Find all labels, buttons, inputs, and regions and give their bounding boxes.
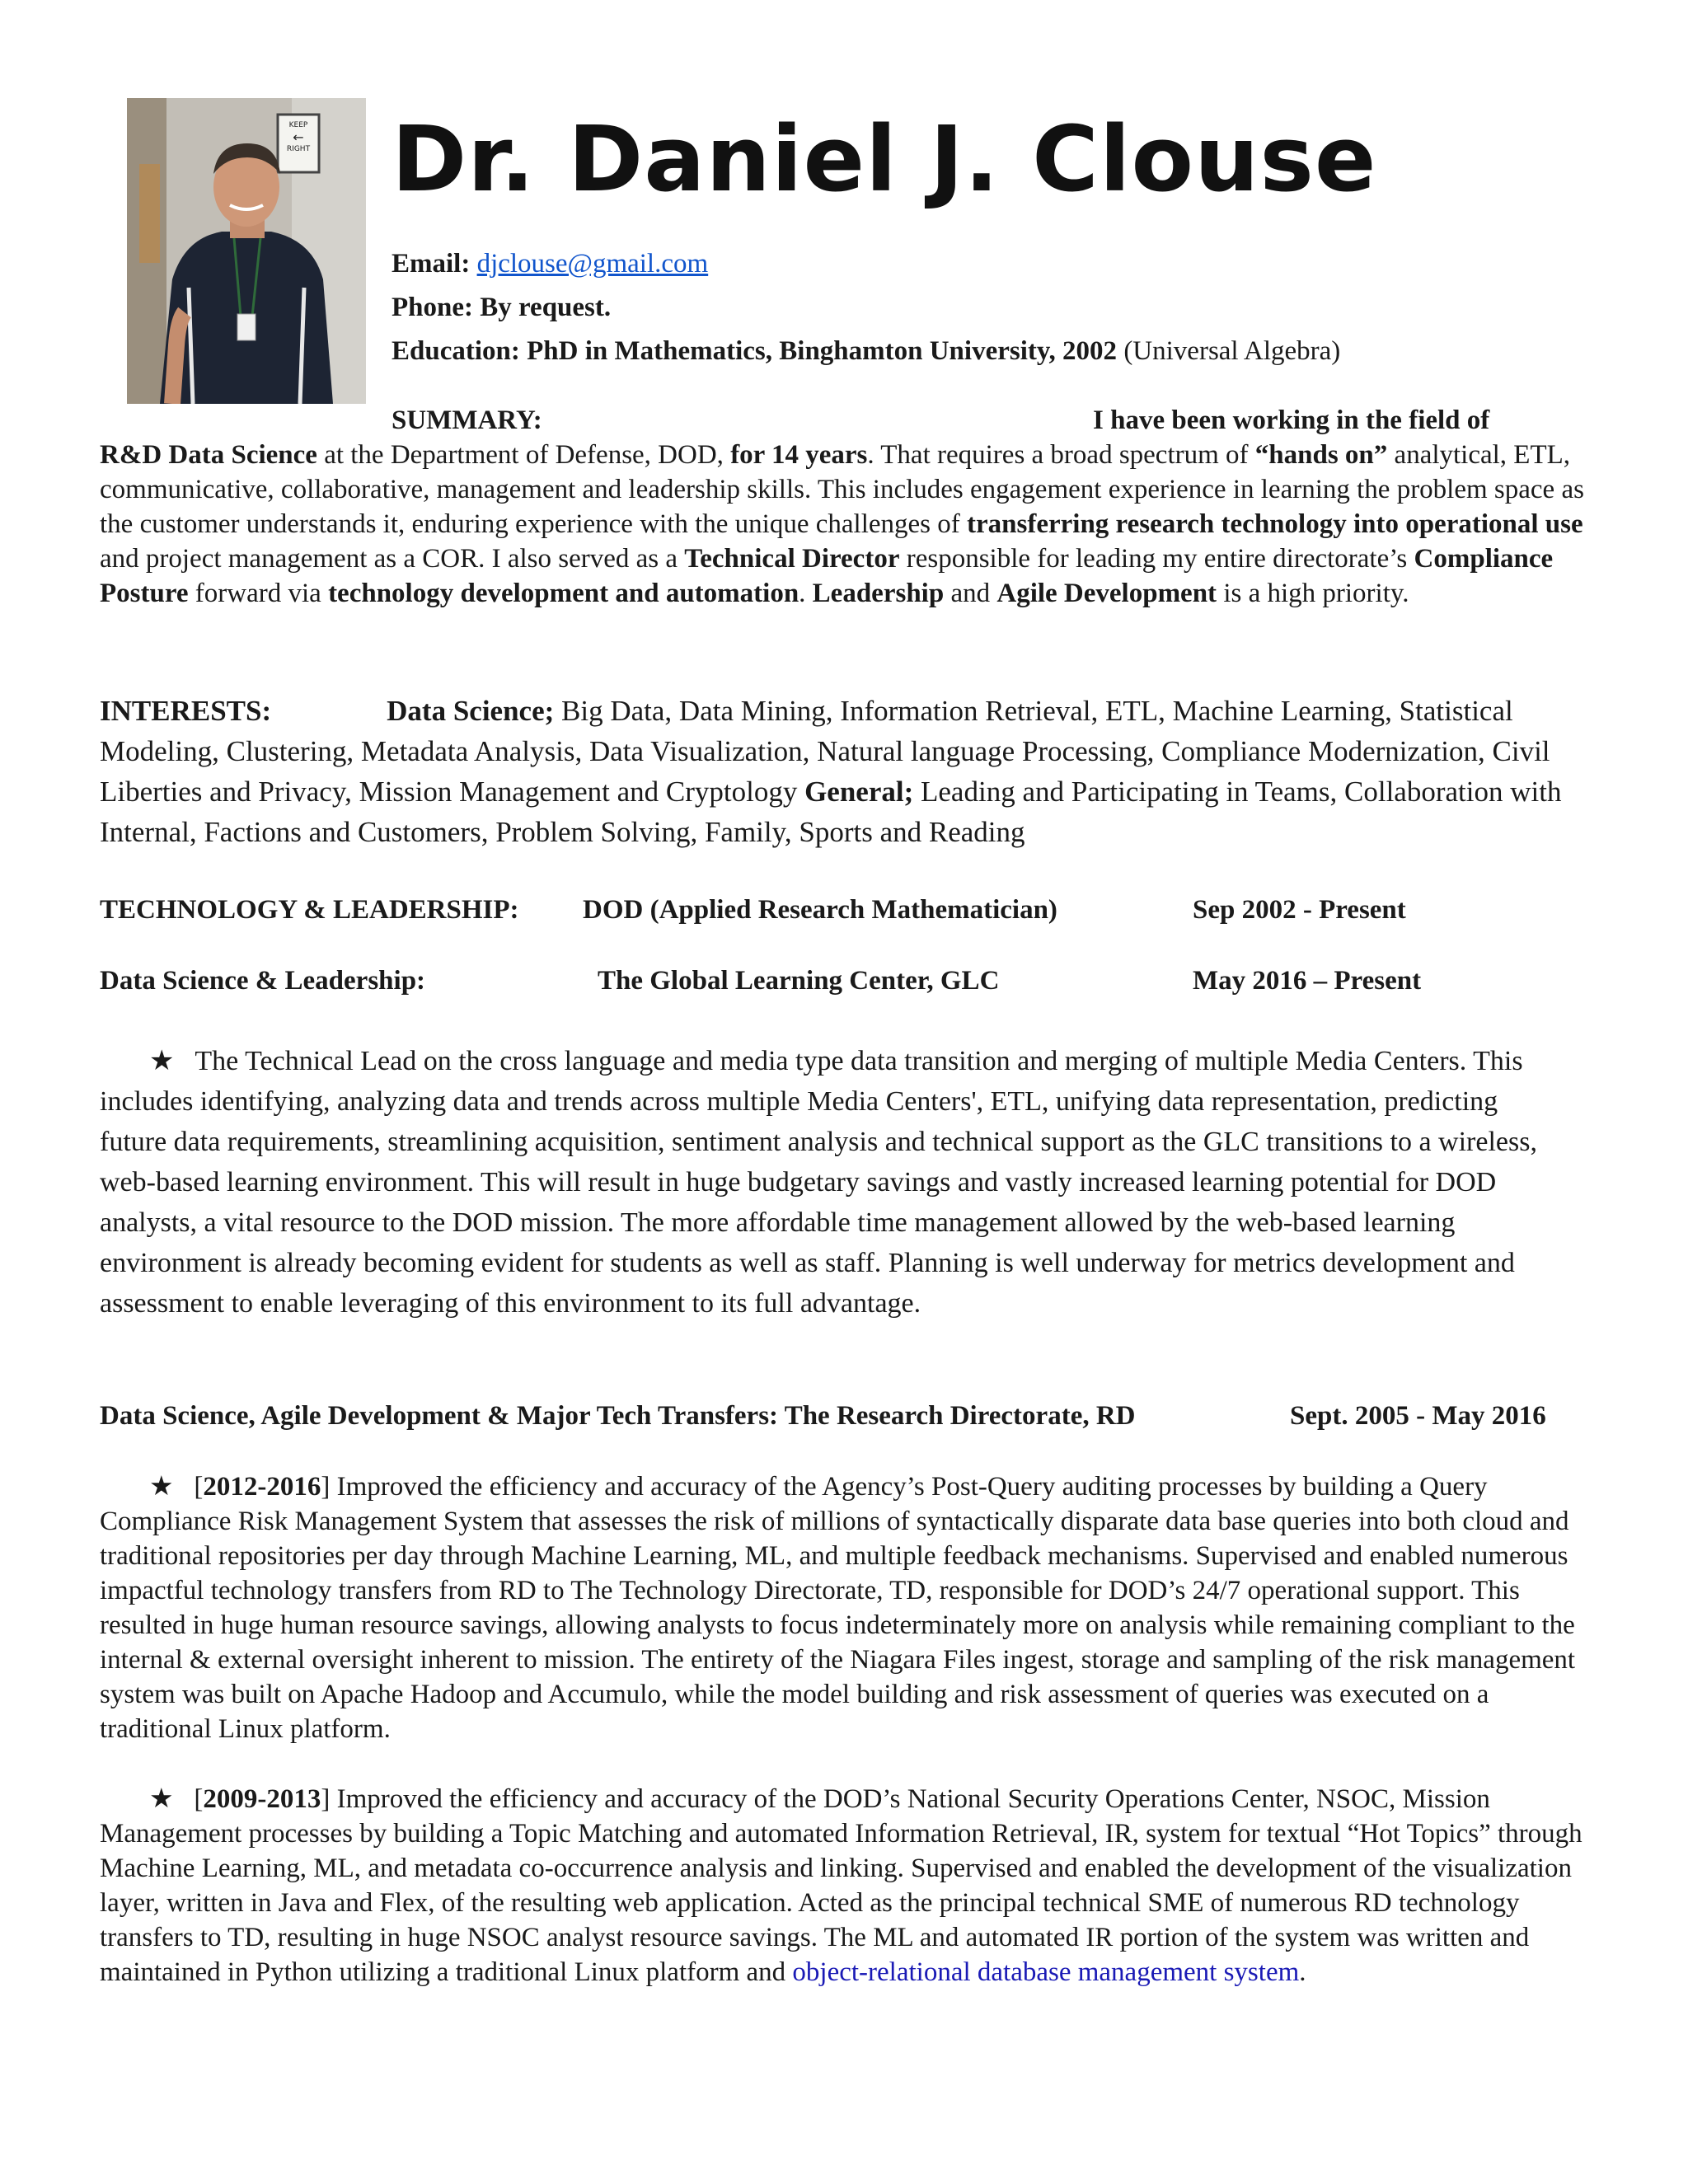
summary-bold-compliance: Compliance Posture — [100, 544, 1554, 608]
email-link[interactable]: djclouse@gmail.com — [476, 249, 709, 279]
summary-bold-hands-on: “hands on” — [1254, 440, 1388, 470]
summary-text-4: and project management as a COR. I also served as a — [100, 544, 685, 574]
education-note: (Universal Algebra) — [1123, 336, 1341, 366]
rd-bullet-1: ★ [2012-2016] Improved the efficiency and accuracy of the Agency’s Post-Query auditing processes by building a Query Compliance Risk Management System that assesses the risk of millions of syntactically disparate data base queries into both cloud and traditional repositories per day through Machine Learning, ML, and multiple feedback mechanisms. Supervised and enabled numerous impactful technology transfers from RD to The Technology Directorate, TD, responsible for DOD’s 24/7 operational support. This resulted in huge human resource savings, allowing analysts to focus indeterminately more on analysis while remaining compliant to the internal & external oversight inherent to mission. The entirety of the Niagara Files ingest, storage and sampling of the risk management system was built on Apache Hadoop and Accumulo, while the model building and risk assessment of queries was executed on a traditional Linux platform. — [100, 1472, 1576, 1744]
summary-text-9: is a high priority. — [1217, 579, 1409, 608]
summary-bold-agile: Agile Development — [996, 579, 1217, 608]
interests-ds-label: Data Science; — [387, 695, 555, 727]
interests-section — [100, 691, 1592, 852]
phone-value: By request. — [480, 293, 612, 322]
summary-lead: I have been working in the field of — [1093, 405, 1490, 435]
star-icon: ★ — [149, 1046, 175, 1076]
summary-bold-leadership: Leadership — [812, 579, 945, 608]
experience-org: DOD (Applied Research Mathematician) — [583, 895, 1057, 925]
summary-text-1: at the Department of Defense, DOD, — [316, 440, 731, 470]
star-icon: ★ — [149, 1784, 174, 1814]
rd-bullet-1-text: Improved the efficiency and accuracy of the Agency’s Post-Query auditing processes by building a Query Compliance Risk Management System that assesses the risk of millions of syntactically disparate data base queries into both cloud and traditional repositories per day through Machine Learning, ML, and multiple feedback mechanisms. Supervised and enabled numerous impactful technology transfers from RD to The Technology Directorate, TD, responsible for DOD’s 24/7 operational support. This resulted in huge human resource savings, allowing analysts to focus indeterminately more on analysis while remaining compliant to the internal & external oversight inherent to mission. The entirety of the Niagara Files ingest, storage and sampling of the risk management system was built on Apache Hadoop and Accumulo, while the model building and risk assessment of queries was executed on a traditional Linux platform. — [100, 1472, 1576, 1744]
summary-text-8: and — [944, 579, 997, 608]
summary-text-6: forward via — [188, 579, 329, 608]
ordbms-link[interactable]: object-relational database management system — [792, 1957, 1300, 1987]
glc-bullet — [100, 1041, 1550, 1324]
summary-text-7: . — [799, 579, 813, 608]
experience-dates: Sep 2002 - Present — [1193, 895, 1406, 925]
phone-label: Phone: — [392, 293, 473, 322]
rd-bullet-2-end: . — [1299, 1957, 1306, 1987]
contact-block — [392, 245, 1340, 376]
education-value: PhD in Mathematics, Binghamton University, 2002 — [527, 336, 1118, 366]
interests-ds-text: Big Data, Data Mining, Information Retrieval, ETL, Machine Learning, Statistical Modeling, Clustering, Metadata Analysis, Data Visualization, Natural language Processing, Compliance Modernization, Civil Liberties and Privacy, Mission Management and Cryptology — [100, 695, 1550, 808]
profile-photo — [127, 98, 366, 404]
education-label: Education: — [392, 336, 520, 366]
rd-bullet-1-years: 2012-2016 — [203, 1472, 321, 1502]
phone-line — [392, 288, 1340, 332]
star-icon: ★ — [149, 1472, 174, 1502]
sign-line-2: RIGHT — [286, 145, 311, 153]
summary-text-2: . That requires a broad spectrum of — [867, 440, 1255, 470]
rd-bullet-2: ★ [2009-2013] Improved the efficiency and accuracy of the DOD’s National Security Operations Center, NSOC, Mission Management processes by building a Topic Matching and automated Information Retrieval, IR, system for textual “Hot Topics” through Machine Learning, ML, and metadata co-occurrence analysis and linking. Supervised and enabled the development of the visualization layer, written in Java and Flex, of the resulting web application. Acted as the principal technical SME of numerous RD technology transfers to TD, resulting in huge NSOC analyst resource savings. The ML and automated IR portion of the system was written and maintained in Python utilizing a traditional Linux platform and object-relational database management system. — [100, 1784, 1582, 1987]
education-line — [392, 332, 1340, 376]
keep-right-sign — [278, 121, 319, 154]
experience-org: The Global Learning Center, GLC — [598, 966, 1000, 996]
experience-label: Data Science, Agile Development & Major Tech Transfers: The Research Directorate, RD — [100, 1401, 1136, 1431]
summary-bold-transfer: transferring research technology into operational use — [967, 509, 1583, 539]
summary-text — [100, 438, 1592, 611]
summary-bold-technical-director: Technical Director — [684, 544, 900, 574]
summary-section — [100, 403, 1592, 611]
experience-dates: Sept. 2005 - May 2016 — [1290, 1401, 1546, 1431]
summary-text-5: responsible for leading my entire directorate’s — [899, 544, 1414, 574]
interests-general-text: Leading and Participating in Teams, Collaboration with Internal, Factions and Customers, Problem Solving, Family, Sports and Reading — [100, 776, 1562, 848]
summary-heading-row — [100, 403, 1592, 438]
rd-bullet-2-years: 2009-2013 — [203, 1784, 321, 1814]
candidate-name: Dr. Daniel J. Clouse — [392, 106, 1377, 212]
summary-label: SUMMARY: — [392, 405, 542, 435]
rd-bullet-2-text: Improved the efficiency and accuracy of the DOD’s National Security Operations Center, NSOC, Mission Management processes by building a Topic Matching and automated Information Retrieval, IR, system for textual “Hot Topics” through Machine Learning, ML, and metadata co-occurrence analysis and linking. Supervised and enabled the development of the visualization layer, written in Java and Flex, of the resulting web application. Acted as the principal technical SME of numerous RD technology transfers to TD, resulting in huge NSOC analyst resource savings. The ML and automated IR portion of the system was written and maintained in Python utilizing a traditional Linux platform and — [100, 1784, 1582, 1987]
summary-bold-years: for 14 years — [730, 440, 868, 470]
sign-line-1: KEEP — [288, 121, 308, 129]
email-line — [392, 245, 1340, 288]
left-arrow-icon: ← — [293, 129, 304, 145]
experience-label: TECHNOLOGY & LEADERSHIP: — [100, 895, 519, 925]
experience-label: Data Science & Leadership: — [100, 966, 426, 996]
email-label: Email: — [392, 249, 471, 279]
glc-bullet-text: The Technical Lead on the cross language and media type data transition and merging of multiple Media Centers. This includes identifying, analyzing data and trends across multiple Media Centers', ETL, unifying data representation, predicting future data requirements, streamlining acquisition, sentiment analysis and technical support as the GLC transitions to a wireless, web-based learning environment. This will result in huge budgetary savings and vastly increased learning potential for DOD analysts, a vital resource to the DOD mission. The more affordable time management allowed by the web-based learning environment is already becoming evident for students as well as staff. Planning is well underway for metrics development and assessment to enable leveraging of this environment to its full advantage. — [100, 1046, 1537, 1319]
interests-general-label: General; — [804, 776, 914, 808]
experience-dates: May 2016 – Present — [1193, 966, 1422, 996]
summary-bold-tech-dev: technology development and automation — [328, 579, 799, 608]
summary-text-3: analytical, ETL, communicative, collaborative, management and leadership skills. This includes engagement experience in learning the problem space as the customer understands it, enduring experience with the unique challenges of — [100, 440, 1584, 539]
summary-bold-data-science: R&D Data Science — [100, 440, 317, 470]
interests-label: INTERESTS: — [100, 695, 272, 727]
